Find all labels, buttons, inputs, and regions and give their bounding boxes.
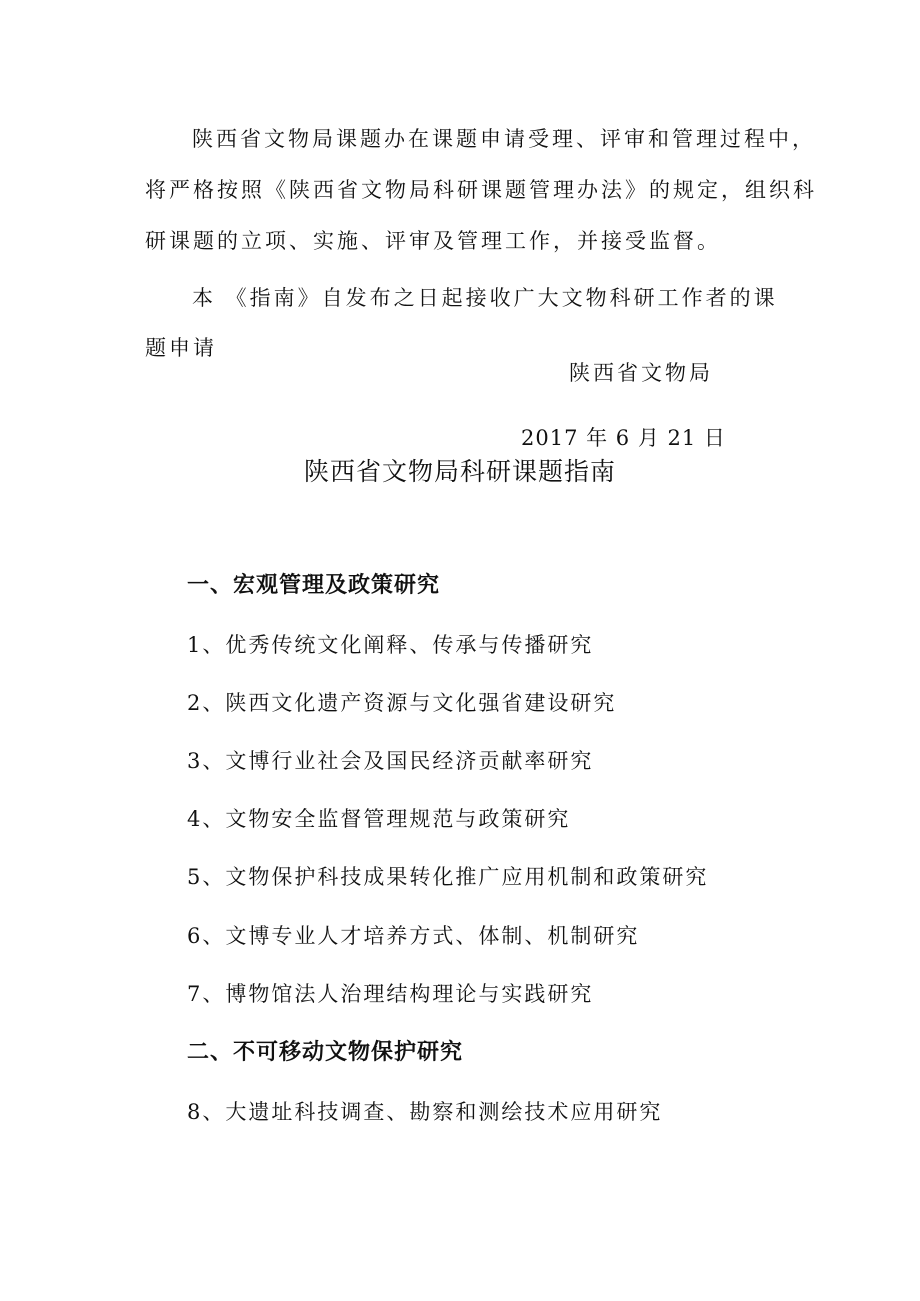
intro-paragraph-2-line-2: 题申请 [145,336,217,360]
list-item: 7、博物馆法人治理结构理论与实践研究 [187,982,594,1006]
intro-paragraph-1-line-3: 研课题的立项、实施、评审及管理工作，并接受监督。 [145,229,721,253]
intro-paragraph-2-line-1: 本 《指南》自发布之日起接收广大文物科研工作者的课 [192,286,778,310]
list-item: 4、文物安全监督管理规范与政策研究 [187,807,571,831]
list-item: 6、文博专业人才培养方式、体制、机制研究 [187,924,640,948]
list-item: 3、文博行业社会及国民经济贡献率研究 [187,749,594,773]
signature: 陕西省文物局 [569,361,713,385]
list-item: 1、优秀传统文化阐释、传承与传播研究 [187,633,594,657]
section-heading: 一、宏观管理及政策研究 [187,573,441,598]
list-item: 8、大遗址科技调查、勘察和测绘技术应用研究 [187,1100,663,1124]
date: 2017 年 6 月 21 日 [521,426,726,450]
intro-paragraph-1-line-1: 陕西省文物局课题办在课题申请受理、评审和管理过程中， [192,127,816,151]
list-item: 2、陕西文化遗产资源与文化强省建设研究 [187,691,617,715]
intro-paragraph-1-line-2: 将严格按照《陕西省文物局科研课题管理办法》的规定，组织科 [145,178,817,202]
document-title: 陕西省文物局科研课题指南 [303,457,616,486]
list-item: 5、文物保护科技成果转化推广应用机制和政策研究 [187,865,709,889]
section-heading: 二、不可移动文物保护研究 [187,1040,464,1065]
